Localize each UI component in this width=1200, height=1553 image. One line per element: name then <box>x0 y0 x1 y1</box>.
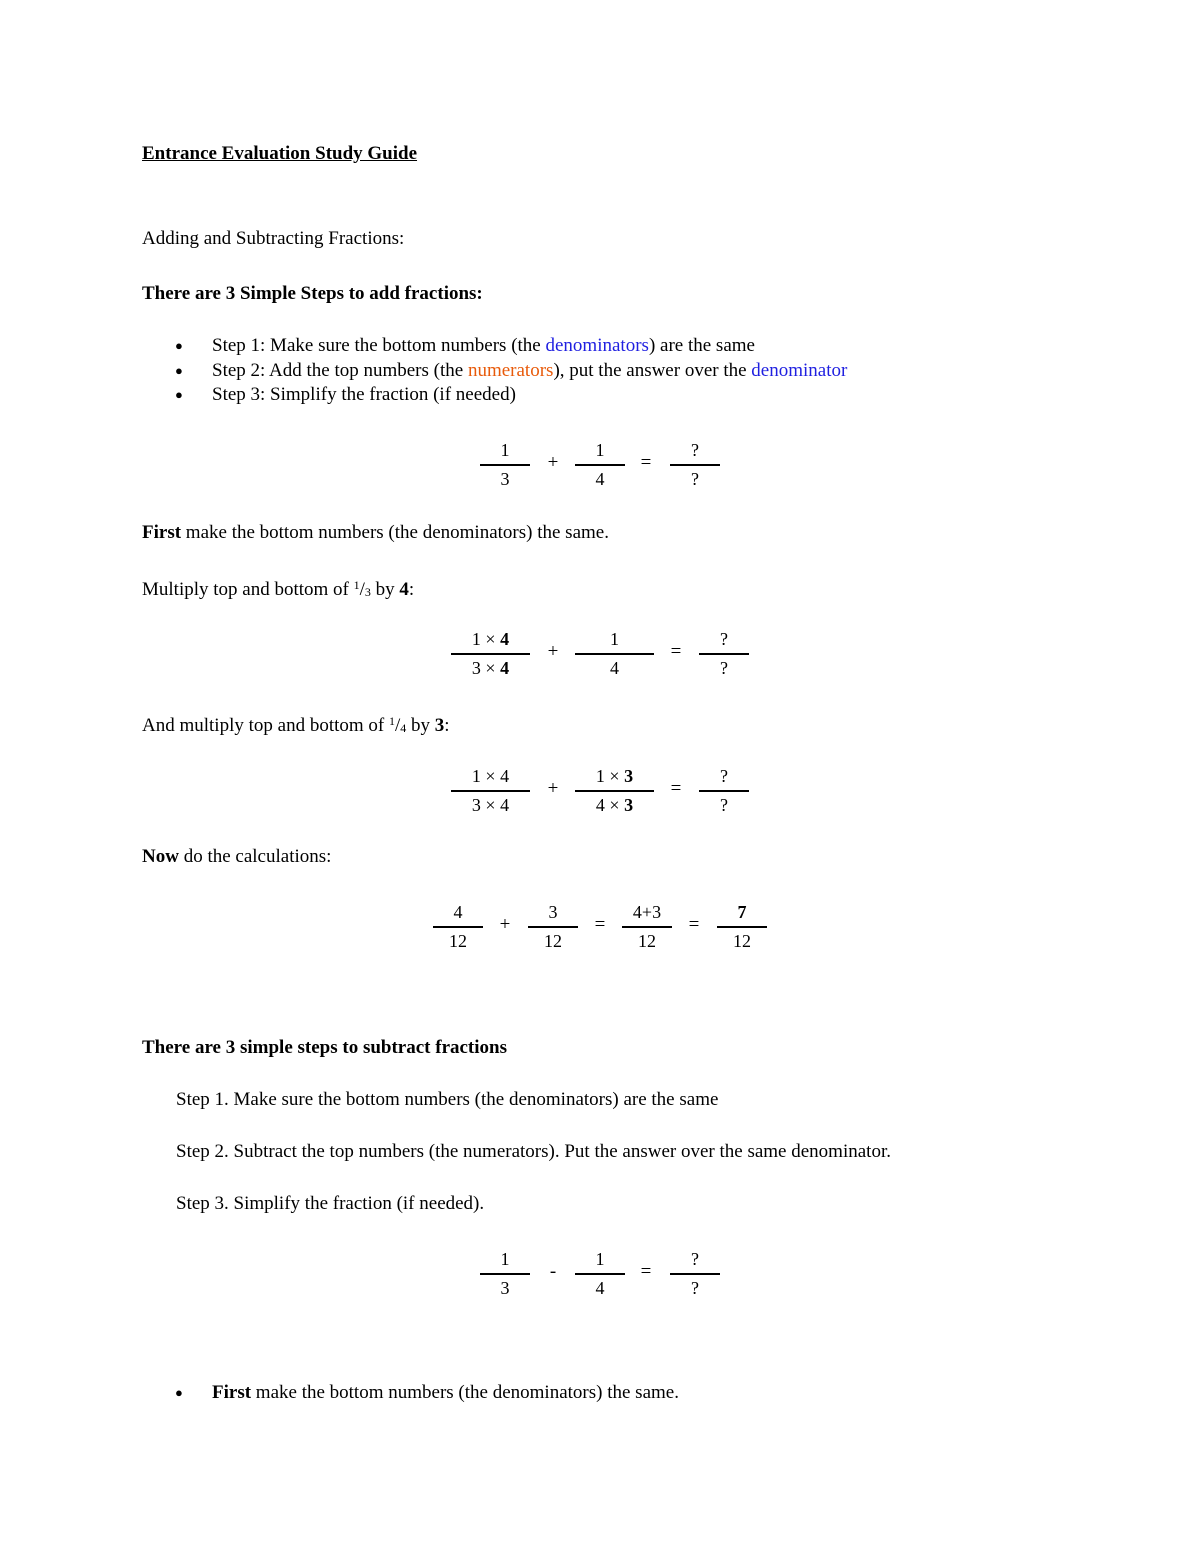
mult2-factor: 3 <box>434 715 445 736</box>
denominator: 12 <box>638 931 656 951</box>
fraction <box>451 629 530 680</box>
plus-operator: + <box>547 778 559 799</box>
multiply-line-2 <box>142 709 450 740</box>
numerator: ? <box>691 440 699 460</box>
fraction-bar <box>575 653 654 655</box>
den-part: 4 × <box>595 795 625 815</box>
numerator: ? <box>691 1249 699 1269</box>
denominator: 12 <box>449 931 467 951</box>
page-title: Entrance Evaluation Study Guide <box>142 143 418 164</box>
first-line <box>142 521 609 545</box>
den-part: 3 × <box>471 658 501 678</box>
equals-operator: = <box>670 778 682 799</box>
fraction-bar <box>480 464 530 466</box>
add-step-3 <box>142 383 847 408</box>
denominators-term: denominators <box>545 335 649 356</box>
mult1-sup: 1 <box>353 578 360 592</box>
num-part: 1 × <box>595 766 625 786</box>
numerators-term: numerators <box>467 359 554 381</box>
plus-operator: + <box>499 914 511 935</box>
numerator: ? <box>720 629 728 649</box>
numerator: 3 <box>548 902 558 922</box>
denominator: 3 <box>500 1278 510 1298</box>
denominator: 12 <box>733 931 751 951</box>
equals-operator: = <box>640 1261 652 1282</box>
now-bold: Now <box>142 846 179 867</box>
subtract-heading: There are 3 simple steps to subtract fractions <box>142 1037 507 1058</box>
numerator: 1 <box>500 1249 510 1269</box>
mult1-by: by <box>370 579 400 600</box>
fraction-bar <box>451 653 530 655</box>
denominator: ? <box>720 795 728 815</box>
fraction-bar <box>699 790 749 792</box>
fraction-bar <box>480 1273 530 1275</box>
sub-step-3: Step 3. Simplify the fraction (if needed). <box>176 1193 485 1214</box>
denominator: 12 <box>544 931 562 951</box>
fraction <box>480 440 530 491</box>
denominator: ? <box>691 1278 699 1298</box>
mult2-text: And multiply top and bottom of <box>142 715 389 736</box>
denominator <box>575 795 654 817</box>
add-step-2 <box>142 359 847 384</box>
fraction <box>575 440 625 491</box>
fraction <box>575 629 654 680</box>
numerator: 1 <box>500 440 510 460</box>
mult2-sub: 4 <box>400 721 407 735</box>
fraction <box>622 902 672 953</box>
mult1-sub: 3 <box>364 585 371 599</box>
fraction <box>575 766 654 817</box>
den-factor: 3 <box>624 795 634 815</box>
first-rest: make the bottom numbers (the denominators) the same. <box>181 522 609 543</box>
plus-operator: + <box>547 641 559 662</box>
fraction <box>670 1249 720 1300</box>
num-factor: 4 <box>500 629 510 649</box>
last-bullet <box>142 1381 679 1406</box>
first-bold: First <box>142 522 182 543</box>
denominator <box>451 658 530 680</box>
add-step-2-text: Step 2: Add the top numbers (the <box>212 359 468 381</box>
num-factor: 3 <box>624 766 634 786</box>
add-heading: There are 3 Simple Steps to add fractions: <box>142 283 483 304</box>
equals-operator: = <box>594 914 606 935</box>
numerator: 4 <box>453 902 463 922</box>
fraction-bar <box>433 926 483 928</box>
numerator <box>451 629 530 651</box>
now-line <box>142 845 331 869</box>
numerator: 4+3 <box>632 902 662 922</box>
denominator: 3 <box>500 469 510 489</box>
add-step-3-text: Step 3: Simplify the fraction (if needed) <box>212 384 516 405</box>
fraction <box>699 766 749 817</box>
mult1-slash: / <box>359 579 365 600</box>
fraction-bar <box>670 1273 720 1275</box>
last-rest: make the bottom numbers (the denominators) the same. <box>251 1382 679 1403</box>
fraction-bar <box>575 790 654 792</box>
denominator: ? <box>691 469 699 489</box>
denominator: ? <box>720 658 728 678</box>
numerator: 1 <box>610 629 619 649</box>
fraction-bar <box>699 653 749 655</box>
mult1-colon: : <box>408 579 415 600</box>
fraction <box>433 902 483 953</box>
fraction-bar <box>575 1273 625 1275</box>
last-bold: First <box>212 1382 252 1403</box>
now-rest: do the calculations: <box>178 846 332 867</box>
sub-step-1: Step 1. Make sure the bottom numbers (the denominators) are the same <box>176 1089 719 1110</box>
denominator: 4 <box>595 1278 605 1298</box>
fraction-bar <box>622 926 672 928</box>
section-heading: Adding and Subtracting Fractions: <box>142 228 405 249</box>
fraction-bar <box>717 926 767 928</box>
mult2-by: by <box>406 715 435 736</box>
multiply-line-1 <box>142 573 414 604</box>
equals-operator: = <box>670 641 682 662</box>
numerator: ? <box>720 766 728 786</box>
mult2-colon: : <box>444 715 450 736</box>
mult2-sup: 1 <box>389 714 395 728</box>
add-steps-list <box>142 334 847 408</box>
denominator: 4 <box>595 469 605 489</box>
mult2-slash: / <box>395 715 401 736</box>
numerator: 1 <box>595 440 605 460</box>
numerator <box>575 766 654 788</box>
denominator: 3 × 4 <box>471 795 510 815</box>
equals-operator: = <box>688 914 700 935</box>
fraction-bar <box>575 464 625 466</box>
fraction <box>451 766 530 817</box>
add-step-1 <box>142 334 847 359</box>
numerator: 1 <box>595 1249 605 1269</box>
minus-operator: - <box>549 1261 557 1282</box>
num-part: 1 × <box>471 629 501 649</box>
mult1-factor: 4 <box>399 579 409 600</box>
denominator: 4 <box>610 658 619 678</box>
fraction <box>528 902 578 953</box>
mult1-text: Multiply top and bottom of <box>142 579 354 600</box>
fraction <box>699 629 749 680</box>
denominator-term: denominator <box>751 359 848 381</box>
fraction <box>575 1249 625 1300</box>
sub-step-2: Step 2. Subtract the top numbers (the numerators). Put the answer over the same denominator. <box>176 1141 891 1162</box>
fraction <box>480 1249 530 1300</box>
last-bullet-list <box>142 1381 679 1406</box>
add-step-2-mid: ), put the answer over the <box>553 359 752 381</box>
fraction-bar <box>528 926 578 928</box>
fraction <box>717 902 767 953</box>
numerator: 1 × 4 <box>471 766 510 786</box>
fraction-bar <box>451 790 530 792</box>
den-factor: 4 <box>500 658 510 678</box>
fraction <box>670 440 720 491</box>
fraction-bar <box>670 464 720 466</box>
numerator: 7 <box>737 902 747 922</box>
add-step-1-text: Step 1: Make sure the bottom numbers (the <box>212 335 546 356</box>
plus-operator: + <box>547 452 559 473</box>
equals-operator: = <box>640 452 652 473</box>
add-step-1-end: ) are the same <box>648 335 755 356</box>
